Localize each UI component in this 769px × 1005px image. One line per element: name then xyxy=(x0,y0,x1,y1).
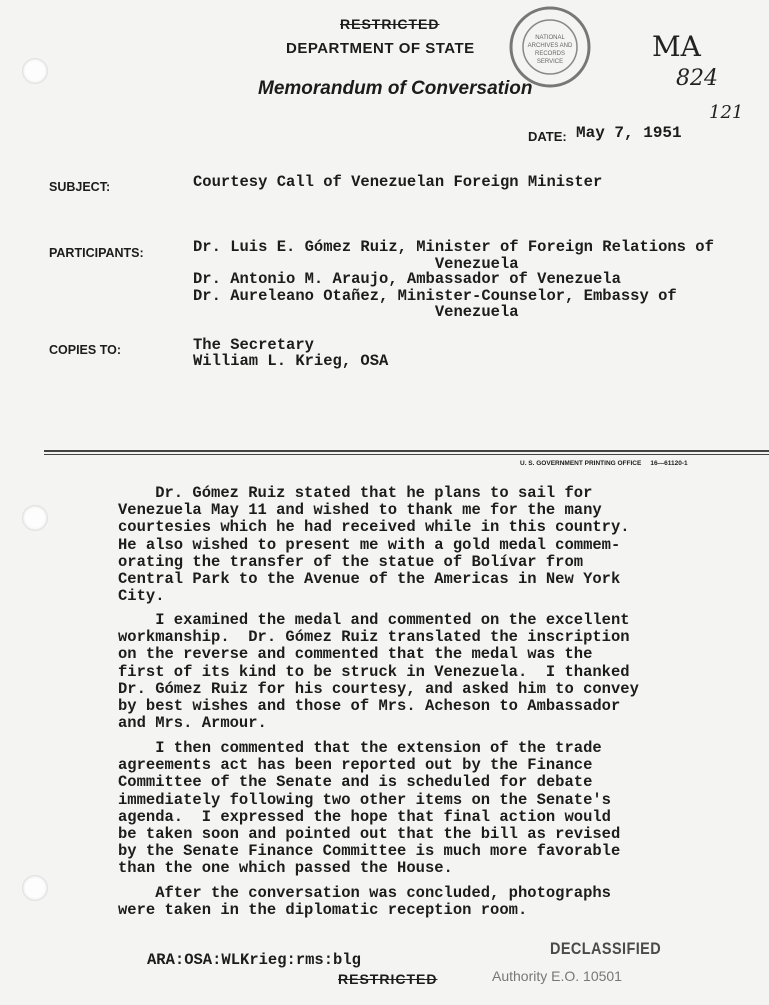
divider xyxy=(44,454,769,455)
department-name: DEPARTMENT OF STATE xyxy=(286,40,475,57)
document-title: Memorandum of Conversation xyxy=(258,78,533,99)
subject-value: Courtesy Call of Venezuelan Foreign Minister xyxy=(193,173,603,191)
body-paragraph: Dr. Gómez Ruiz stated that he plans to sail for Venezuela May 11 and wished to thank me for the many courtesies which he had received while in this country. He also wished to present me with a gold medal commem- orating the transfer of the statue of Bolívar from Central Park to the Avenue of the Americas in New York City. xyxy=(118,484,630,606)
participant-line: Dr. Luis E. Gómez Ruiz, Minister of Foreign Relations of xyxy=(193,238,714,256)
body-paragraph: I examined the medal and commented on the excellent workmanship. Dr. Gómez Ruiz translated the inscription on the reverse and commented that the medal was the first of its kind to be struck in Venezuela. I thanked Dr. Gómez Ruiz for his courtesy, and asked him to convey by best wishes and those of Mrs. Acheson to Ambassador and Mrs. Armour. xyxy=(118,611,639,733)
subject-label: SUBJECT: xyxy=(49,180,111,194)
header-classification: RESTRICTED xyxy=(340,16,440,32)
handwritten-note: MA xyxy=(652,30,701,63)
participants-label: PARTICIPANTS: xyxy=(49,246,144,260)
body-paragraph: I then commented that the extension of the trade agreements act has been reported out by the Finance Committee of the Senate and is scheduled for debate immediately following two other items on the Senate's agenda. I expressed the hope that final action would be taken soon and pointed out that the bill as revised by the Senate Finance Committee is much more favorable than the one which passed the House. xyxy=(118,739,621,878)
participant-line: Dr. Antonio M. Araujo, Ambassador of Venezuela xyxy=(193,270,621,288)
participant-line: Dr. Aureleano Otañez, Minister-Counselor, Embassy of xyxy=(193,287,677,305)
svg-text:ARCHIVES AND: ARCHIVES AND xyxy=(527,43,573,49)
footer-classification: RESTRICTED xyxy=(338,971,438,987)
body-paragraph: After the conversation was concluded, photographs were taken in the diplomatic reception room. xyxy=(118,884,611,920)
copies-line: The Secretary xyxy=(193,336,314,354)
participant-line: Venezuela xyxy=(193,255,519,273)
punch-hole xyxy=(22,505,48,531)
punch-hole xyxy=(22,58,48,84)
copies-line: William L. Krieg, OSA xyxy=(193,352,389,370)
reference-code: ARA:OSA:WLKrieg:rms:blg xyxy=(147,951,361,969)
date-label: DATE: xyxy=(528,129,567,144)
svg-text:SERVICE: SERVICE xyxy=(536,59,564,65)
declassified-stamp: DECLASSIFIED xyxy=(550,939,662,958)
archives-seal-stamp xyxy=(508,5,592,89)
copies-label: COPIES TO: xyxy=(49,343,122,357)
date-value: May 7, 1951 xyxy=(576,124,682,142)
printer-line: U. S. GOVERNMENT PRINTING OFFICE 16—61120-1 xyxy=(520,460,688,467)
punch-hole xyxy=(22,875,48,901)
participant-line: Venezuela xyxy=(193,303,519,321)
divider xyxy=(44,450,769,452)
handwritten-note: 121 xyxy=(709,102,744,123)
svg-text:RECORDS: RECORDS xyxy=(534,51,566,57)
authority-stamp: Authority E.O. 10501 xyxy=(492,968,622,984)
svg-text:NATIONAL: NATIONAL xyxy=(535,35,565,41)
handwritten-note: 824 xyxy=(676,66,718,91)
